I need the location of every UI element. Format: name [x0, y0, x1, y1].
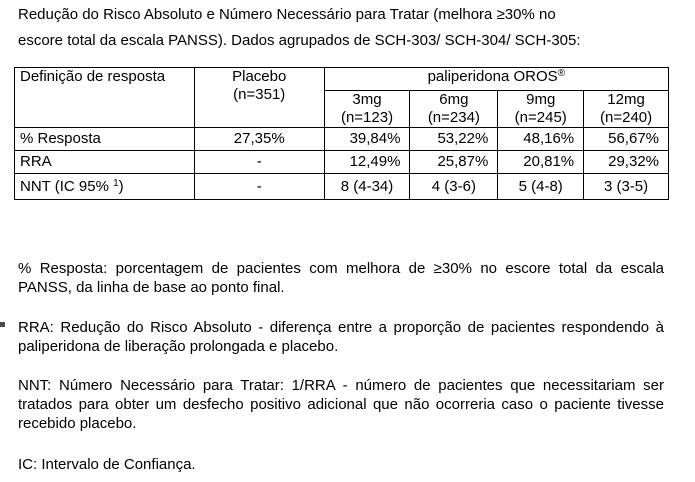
row-value: 53,22% [410, 128, 498, 151]
row-label: RRA [15, 151, 195, 174]
dose-label: 12mg [607, 91, 645, 108]
note-resposta: % Resposta: porcentagem de pacientes com melhora de ≥30% no escore total da escala PANSS, da linha de base ao ponto final. [18, 260, 664, 296]
note-ic: IC: Intervalo de Confiança. [18, 456, 196, 473]
row-value: 39,84% [324, 128, 410, 151]
header-placebo-n: (n=351) [233, 86, 286, 103]
header-placebo-label: Placebo [232, 68, 287, 85]
table-row [15, 151, 669, 174]
row-placebo: - [194, 151, 324, 174]
table-row [15, 174, 669, 200]
row-value: 25,87% [410, 151, 498, 174]
dose-col-6mg [410, 91, 498, 128]
footnote-mark: 1 [113, 177, 119, 189]
row-placebo: - [194, 174, 324, 200]
row-label-text: NNT (IC 95% [20, 177, 114, 195]
row-value: 8 (4-34) [324, 174, 410, 200]
intro-paragraph [18, 2, 668, 54]
intro-line-1: Redução do Risco Absoluto e Número Necessário para Tratar (melhora ≥30% no [18, 6, 556, 23]
note-nnt: NNT: Número Necessário para Tratar: 1/RRA - número de pacientes que necessitariam ser tratados para obter um desfecho positivo adicional que não ocorreria caso o paciente tivesse recebido placebo. [18, 377, 664, 432]
header-drug-name: paliperidona OROS [427, 68, 558, 85]
table-row [15, 128, 669, 151]
row-label [15, 174, 195, 200]
dose-label: 6mg [439, 91, 469, 108]
dose-n: (n=240) [600, 109, 653, 126]
intro-line-2: escore total da escala PANSS). Dados agrupados de SCH-303/ SCH-304/ SCH-305: [18, 32, 581, 49]
row-value: 5 (4-8) [498, 174, 584, 200]
dose-n: (n=245) [514, 109, 567, 126]
row-value: 3 (3-5) [584, 174, 669, 200]
dose-label: 9mg [526, 91, 556, 108]
row-value: 48,16% [498, 128, 584, 151]
row-value: 12,49% [324, 151, 410, 174]
registered-mark: ® [557, 68, 566, 79]
dose-col-3mg [324, 91, 410, 128]
row-value: 20,81% [498, 151, 584, 174]
note-rra: RRA: Redução do Risco Absoluto - diferença entre a proporção de pacientes respondendo à paliperidona de liberação prolongada e placebo. [18, 319, 664, 355]
row-value: 29,32% [584, 151, 669, 174]
row-label: % Resposta [15, 128, 195, 151]
response-table [14, 67, 669, 200]
row-label-close: ) [118, 177, 124, 195]
row-placebo: 27,35% [194, 128, 324, 151]
row-value: 56,67% [584, 128, 669, 151]
header-definition: Definição de resposta [15, 68, 195, 128]
dose-col-9mg [498, 91, 584, 128]
dose-col-12mg [584, 91, 669, 128]
header-drug [324, 68, 668, 91]
dose-n: (n=123) [340, 109, 394, 126]
dose-label: 3mg [352, 91, 382, 108]
margin-marker [0, 322, 5, 327]
header-placebo [194, 68, 324, 128]
row-value: 4 (3-6) [410, 174, 498, 200]
dose-n: (n=234) [427, 109, 480, 126]
